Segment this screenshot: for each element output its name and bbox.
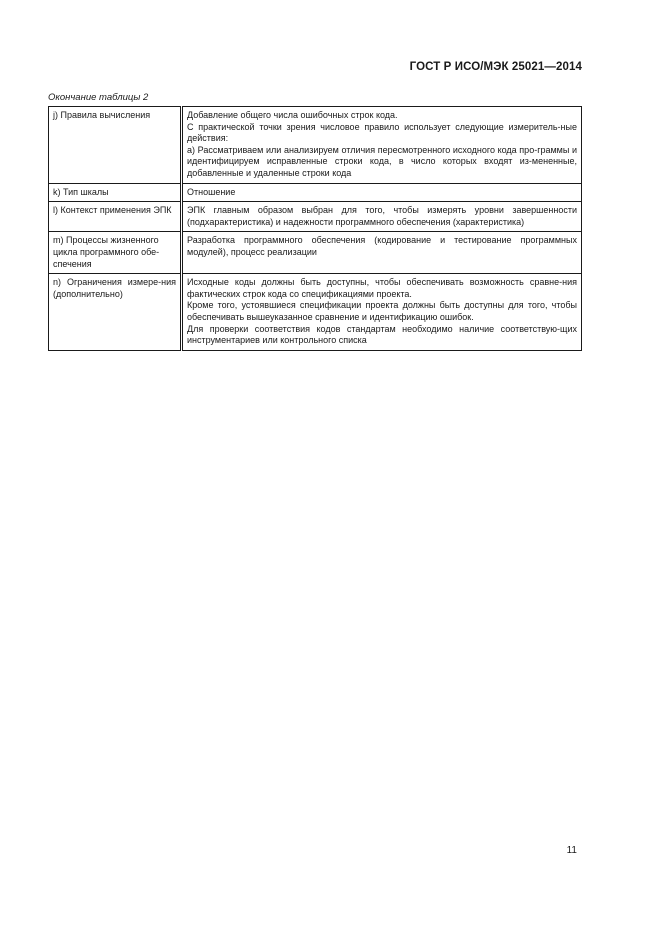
row-text-line: Отношение (187, 186, 236, 197)
document-code-header: ГОСТ Р ИСО/МЭК 25021—2014 (409, 61, 582, 73)
row-name-cell (49, 274, 182, 351)
row-text-line: С практической точки зрения числовое правило использует следующие измеритель-ные действия: (187, 121, 577, 144)
row-value-cell (182, 183, 582, 202)
table-caption: Окончание таблицы 2 (48, 92, 149, 103)
table-row (49, 183, 582, 202)
row-name-cell (49, 107, 182, 184)
row-text-line: Разработка программного обеспечения (кодирование и тестирование программных модулей), процесс реализации (187, 235, 577, 257)
row-name: n) Ограничения измере-ния (дополнительно) (53, 277, 176, 299)
row-name: k) Тип шкалы (53, 186, 109, 197)
row-name: m) Процессы жизненного цикла программного обе-спечения (53, 235, 160, 269)
row-text-line: Для проверки соответствия кодов стандартам необходимо наличие соответствую-щих инструментариев или контрольного списка (187, 323, 577, 346)
row-value-cell (182, 274, 582, 351)
row-text-line: Добавление общего числа ошибочных строк кода. (187, 110, 398, 120)
row-text-line: ЭПК главным образом выбран для того, чтобы измерять уровни завершенности (подхарактеристика) и надежности программного обеспечения (характеристика) (187, 205, 577, 227)
row-value-cell (182, 202, 582, 232)
table-row (49, 232, 582, 274)
row-value-cell (182, 232, 582, 274)
row-text-line: Исходные коды должны быть доступны, чтобы обеспечивать возможность сравне-ния фактических строк кода со спецификациями проекта. (187, 277, 577, 299)
row-text-line: а) Рассматриваем или анализируем отличия пересмотренного исходного кода про-граммы и идентифицируем исправленные строки кода, в число которых входят из-мененные, добавленные и удаленные строки кода (187, 144, 577, 178)
row-name-cell (49, 232, 182, 274)
row-name: j) Правила вычисления (53, 110, 151, 120)
row-name-cell (49, 183, 182, 202)
table-row (49, 107, 582, 184)
row-name: l) Контекст применения ЭПК (53, 205, 172, 216)
page-number: 11 (566, 845, 577, 856)
row-text-line: Кроме того, устоявшиеся спецификации проекта должны быть доступны для того, чтобы обеспечивать вышеуказанное сравнение и идентификацию ошибок. (187, 300, 577, 322)
table-row (49, 274, 582, 351)
row-name-cell (49, 202, 182, 232)
row-value-cell (182, 107, 582, 184)
metric-table (48, 106, 582, 351)
table-row (49, 202, 582, 232)
